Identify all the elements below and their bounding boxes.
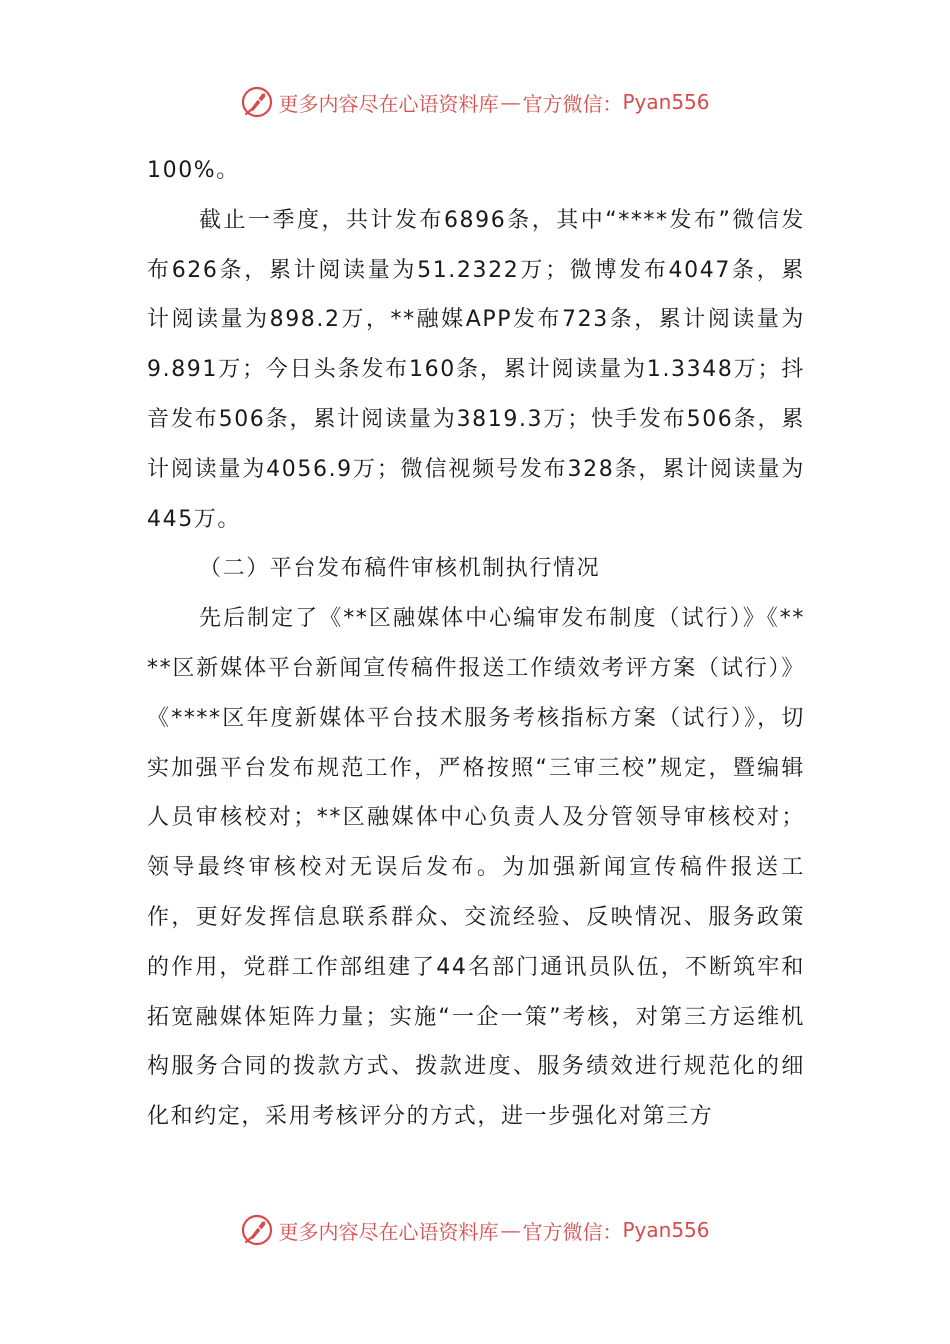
watermark-account-label: 官方微信：	[522, 1219, 623, 1244]
watermark-separator: —	[500, 1218, 521, 1242]
paragraph-review-mechanism: 先后制定了《**区融媒体中心编审发布制度（试行）》《****区新媒体平台新闻宣传稿件报送工作绩效考评方案（试行）》《****区年度新媒体平台技术服务考核指标方案（试行）》，切实加强平台发布规范工作，严格按照“三审三校”规定，暨编辑人员审核校对；**区融媒体中心负责人及分管领导审核校对；领导最终审核校对无误后发布。为加强新闻宣传稿件报送工作，更好发挥信息联系群众、交流经验、反映情况、服务政策的作用，党群工作部组建了44名部门通讯员队伍，不断筑牢和拓宽融媒体矩阵力量；实施“一企一策”考核，对第三方运维机构服务合同的拨款方式、拨款进度、服务绩效进行规范化的细化和约定，采用考核评分的方式，进一步强化对第三方	[147, 606, 805, 1130]
section-heading: （二）平台发布稿件审核机制执行情况	[199, 556, 601, 582]
header-watermark	[0, 82, 950, 122]
paragraph-continuation: 100%。	[147, 158, 240, 183]
watermark-account-id: Pyan556	[622, 1218, 710, 1242]
watermark-text: 更多内容尽在心语资料库	[278, 1219, 499, 1244]
watermark-separator: —	[500, 90, 521, 114]
footer-watermark	[0, 1210, 950, 1250]
quill-logo-icon	[240, 1213, 274, 1247]
watermark-account-id: Pyan556	[622, 90, 710, 114]
document-body	[147, 146, 805, 1142]
paragraph-publish-stats: 截止一季度，共计发布6896条，其中“****发布”微信发布626条，累计阅读量为51.2322万；微博发布4047条，累计阅读量为898.2万，**融媒APP发布723条，累计阅读量为9.891万；今日头条发布160条，累计阅读量为1.3348万；抖音发布506条，累计阅读量为3819.3万；快手发布506条，累计阅读量为4056.9万；微信视频号发布328条，累计阅读量为445万。	[147, 207, 805, 532]
watermark-account-label: 官方微信：	[522, 91, 623, 116]
watermark-text: 更多内容尽在心语资料库	[278, 91, 499, 116]
quill-logo-icon	[240, 85, 274, 119]
